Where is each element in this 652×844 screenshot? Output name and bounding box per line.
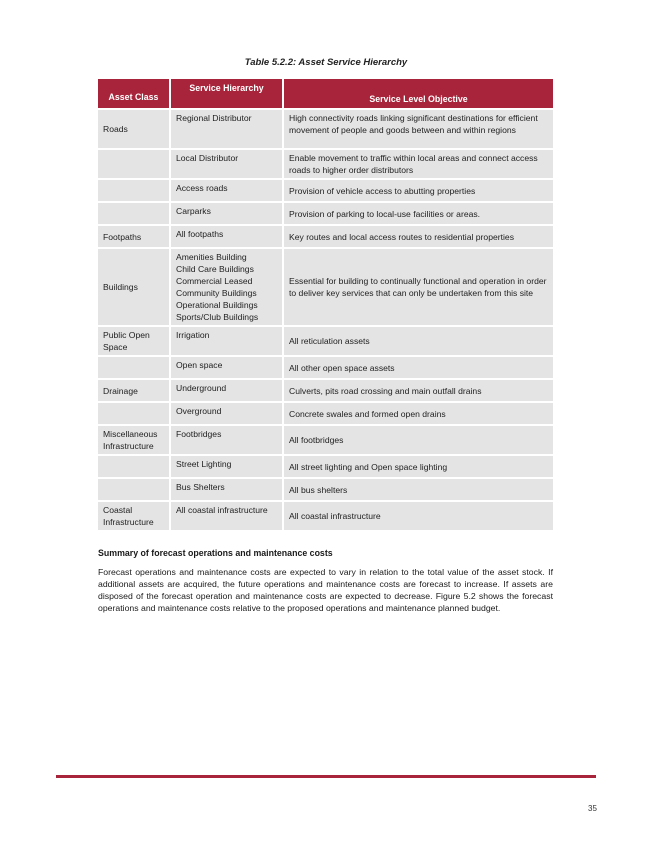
asset-class-cell: [98, 149, 170, 179]
objective-cell: All reticulation assets: [283, 326, 553, 356]
service-item: All footpaths: [176, 229, 224, 239]
service-item: Community Buildings: [176, 288, 257, 298]
service-cell: [170, 179, 283, 202]
service-item: Operational Buildings: [176, 300, 258, 310]
asset-class-cell: [98, 356, 170, 379]
asset-class-cell: [98, 402, 170, 425]
service-cell: [170, 455, 283, 478]
summary-heading: Summary of forecast operations and maintenance costs: [98, 548, 333, 558]
service-item: Regional Distributor: [176, 113, 252, 123]
service-cell: [170, 501, 283, 530]
asset-class-cell: Footpaths: [98, 225, 170, 248]
service-item: Underground: [176, 383, 227, 393]
service-item: Sports/Club Buildings: [176, 312, 259, 322]
objective-cell: All coastal infrastructure: [283, 501, 553, 530]
asset-class-cell: Coastal Infrastructure: [98, 501, 170, 530]
objective-cell: Provision of parking to local-use facilities or areas.: [283, 202, 553, 225]
service-cell: [170, 425, 283, 455]
header-asset-class: Asset Class: [98, 79, 170, 109]
service-cell: [170, 326, 283, 356]
table-header-row: [98, 79, 553, 109]
table-row: [98, 202, 553, 225]
service-cell: [170, 379, 283, 402]
asset-class-cell: [98, 202, 170, 225]
service-cell: [170, 478, 283, 501]
objective-cell: Enable movement to traffic within local areas and connect access roads to higher order distributors: [283, 149, 553, 179]
table-row: [98, 149, 553, 179]
objective-cell: Key routes and local access routes to residential properties: [283, 225, 553, 248]
service-cell: [170, 356, 283, 379]
service-cell: [170, 149, 283, 179]
service-item: Open space: [176, 360, 223, 370]
table-caption: Table 5.2.2: Asset Service Hierarchy: [244, 57, 408, 68]
asset-class-cell: Drainage: [98, 379, 170, 402]
service-item: Amenities Building: [176, 252, 247, 262]
objective-cell: All footbridges: [283, 425, 553, 455]
service-cell: [170, 109, 283, 149]
service-item: Footbridges: [176, 429, 222, 439]
service-cell: [170, 225, 283, 248]
table-row: [98, 179, 553, 202]
objective-cell: Culverts, pits road crossing and main outfall drains: [283, 379, 553, 402]
service-item: Bus Shelters: [176, 482, 225, 492]
table-row: [98, 425, 553, 455]
table-row: [98, 402, 553, 425]
header-service-hierarchy: Service Hierarchy: [170, 79, 283, 109]
asset-class-cell: Buildings: [98, 248, 170, 326]
objective-cell: High connectivity roads linking significant destinations for efficient movement of people and goods between and within regions: [283, 109, 553, 149]
asset-class-cell: Miscellaneous Infrastructure: [98, 425, 170, 455]
asset-class-cell: Public Open Space: [98, 326, 170, 356]
table-row: [98, 501, 553, 530]
service-item: Commercial Leased: [176, 276, 253, 286]
table-row: [98, 478, 553, 501]
objective-cell: Essential for building to continually functional and operation in order to deliver key services that can only be undertaken from this site: [283, 248, 553, 326]
service-item: Access roads: [176, 183, 228, 193]
table-row: [98, 248, 553, 326]
table-row: [98, 379, 553, 402]
service-item: Local Distributor: [176, 153, 239, 163]
service-item: Street Lighting: [176, 459, 232, 469]
service-item: Overground: [176, 406, 222, 416]
header-service-level-objective: Service Level Objective: [283, 79, 553, 109]
table-row: [98, 326, 553, 356]
summary-paragraph: Forecast operations and maintenance costs are expected to vary in relation to the total value of the asset stock. If additional assets are acquired, the future operations and maintenance costs are forecast to increase. If assets are disposed of the forecast operation and maintenance costs are expected to decrease. Figure 5.2 shows the forecast operations and maintenance costs relative to the proposed operations and maintenance planned budget.: [98, 567, 553, 613]
objective-cell: Provision of vehicle access to abutting properties: [283, 179, 553, 202]
service-item: Child Care Buildings: [176, 264, 254, 274]
asset-class-cell: Roads: [98, 109, 170, 149]
asset-service-hierarchy-table: [98, 79, 553, 530]
service-cell: [170, 248, 283, 326]
asset-class-cell: [98, 179, 170, 202]
table-row: [98, 225, 553, 248]
table-row: [98, 356, 553, 379]
table-row: [98, 455, 553, 478]
objective-cell: All bus shelters: [283, 478, 553, 501]
table-row: [98, 109, 553, 149]
service-item: All coastal infrastructure: [176, 505, 268, 515]
objective-cell: All other open space assets: [283, 356, 553, 379]
objective-cell: All street lighting and Open space lighting: [283, 455, 553, 478]
page-number: 35: [588, 804, 597, 813]
service-cell: [170, 202, 283, 225]
service-item: Irrigation: [176, 330, 210, 340]
asset-class-cell: [98, 478, 170, 501]
objective-cell: Concrete swales and formed open drains: [283, 402, 553, 425]
service-item: Carparks: [176, 206, 211, 216]
asset-class-cell: [98, 455, 170, 478]
service-cell: [170, 402, 283, 425]
footer-divider: [56, 775, 596, 778]
